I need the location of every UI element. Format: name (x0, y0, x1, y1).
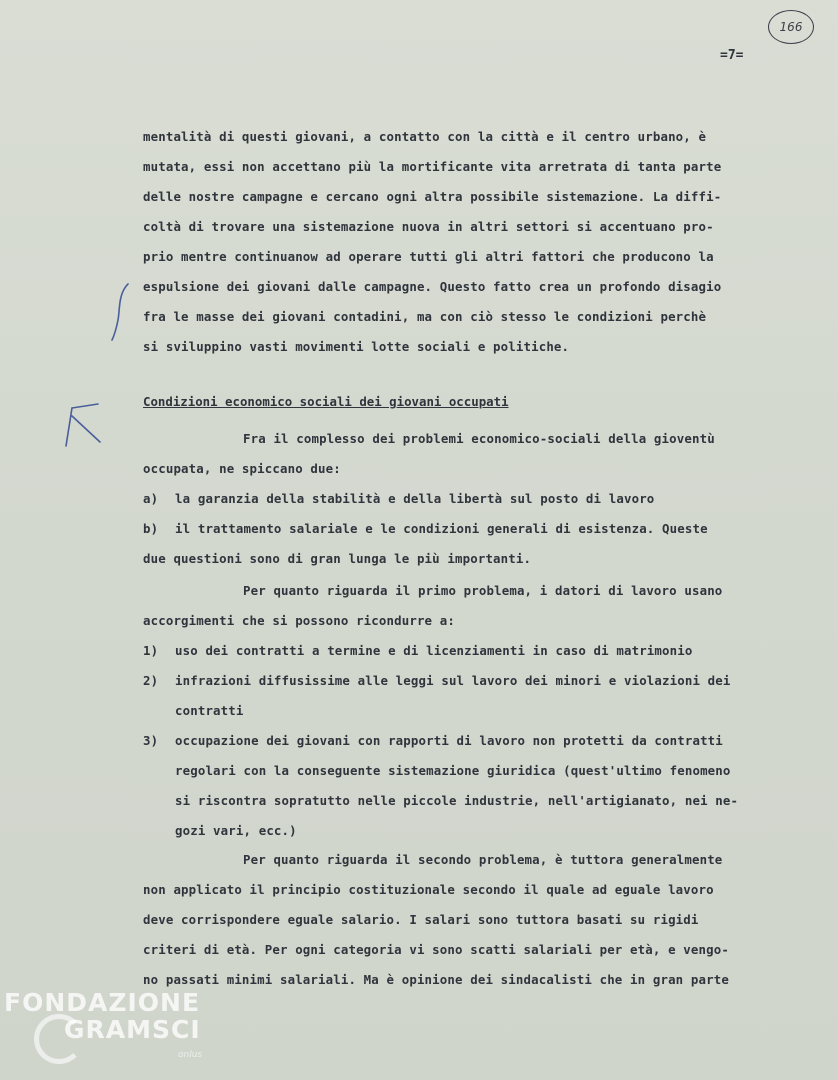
list-text (175, 666, 803, 726)
list-item-2 (143, 666, 803, 726)
list-text: la garanzia della stabilità e della libertà sul posto di lavoro (175, 491, 655, 506)
text-line: Per quanto riguarda il secondo problema, è tuttora generalmente (243, 852, 723, 867)
list-item-a (143, 484, 803, 514)
watermark-line1: FONDAZIONE (4, 988, 201, 1017)
list-text (175, 726, 803, 846)
text-line: contratti (175, 703, 244, 718)
list-marker: 3) (143, 733, 159, 748)
page-number: =7= (720, 48, 744, 63)
text-line: mentalità di questi giovani, a contatto con la città e il centro urbano, è (143, 129, 707, 144)
text-line: espulsione dei giovani dalle campagne. Questo fatto crea un profondo disagio (143, 279, 722, 294)
text-line: mutata, essi non accettano più la mortificante vita arretrata di tanta parte (143, 159, 722, 174)
text-line: occupazione dei giovani con rapporti di lavoro non protetti da contratti (175, 733, 723, 748)
list-item-1 (143, 636, 803, 666)
text-line: deve corrispondere eguale salario. I salari sono tuttora basati su rigidi (143, 912, 699, 927)
text-line: Fra il complesso dei problemi economico-sociali della gioventù (243, 431, 715, 446)
text-line: accorgimenti che si possono ricondurre a: (143, 613, 456, 628)
text-line: due questioni sono di gran lunga le più importanti. (143, 551, 532, 566)
text-line: non applicato il principio costituzionale secondo il quale ad eguale lavoro (143, 882, 714, 897)
text-line: fra le masse dei giovani contadini, ma con ciò stesso le condizioni perchè (143, 309, 707, 324)
paragraph-4 (143, 845, 803, 995)
text-line: Per quanto riguarda il primo problema, i datori di lavoro usano (243, 583, 723, 598)
watermark-line2: GRAMSCI (64, 1015, 201, 1044)
list-marker: 1) (143, 643, 159, 658)
text-line: prio mentre continuanow ad operare tutti gli altri fattori che producono la (143, 249, 714, 264)
text-line: criteri di età. Per ogni categoria vi sono scatti salariali per età, e vengo- (143, 942, 729, 957)
text-line: si riscontra sopratutto nelle piccole industrie, nell'artigianato, nei ne- (175, 793, 739, 808)
margin-arrow-mark (60, 400, 106, 450)
paragraph-2 (143, 424, 803, 574)
watermark (4, 988, 201, 1044)
text-line: infrazioni diffusissime alle leggi sul lavoro dei minori e violazioni dei (175, 673, 731, 688)
text-line: delle nostre campagne e cercano ogni altra possibile sistemazione. La diffi- (143, 189, 722, 204)
text-line: si sviluppino vasti movimenti lotte sociali e politiche. (143, 339, 570, 354)
list-marker: a) (143, 491, 159, 506)
list-item-3 (143, 726, 803, 846)
margin-bracket-mark (110, 280, 134, 342)
paragraph-3 (143, 576, 803, 846)
section-heading: Condizioni economico sociali dei giovani occupati (143, 394, 509, 409)
text-line: no passati minimi salariali. Ma è opinione dei sindacalisti che in gran parte (143, 972, 729, 987)
text-line: regolari con la conseguente sistemazione giuridica (quest'ultimo fenomeno (175, 763, 731, 778)
list-marker: 2) (143, 673, 159, 688)
paragraph-1 (143, 122, 803, 362)
list-text: il trattamento salariale e le condizioni generali di esistenza. Queste (175, 521, 708, 536)
text-line: coltà di trovare una sistemazione nuova in altri settori si accentuano pro- (143, 219, 714, 234)
text-line: occupata, ne spiccano due: (143, 461, 341, 476)
list-text: uso dei contratti a termine e di licenziamenti in caso di matrimonio (175, 643, 693, 658)
list-item-b (143, 514, 803, 544)
text-line: gozi vari, ecc.) (175, 823, 297, 838)
archive-number-stamp: 166 (768, 10, 814, 44)
list-marker: b) (143, 521, 159, 536)
watermark-small: onlus (178, 1050, 203, 1060)
